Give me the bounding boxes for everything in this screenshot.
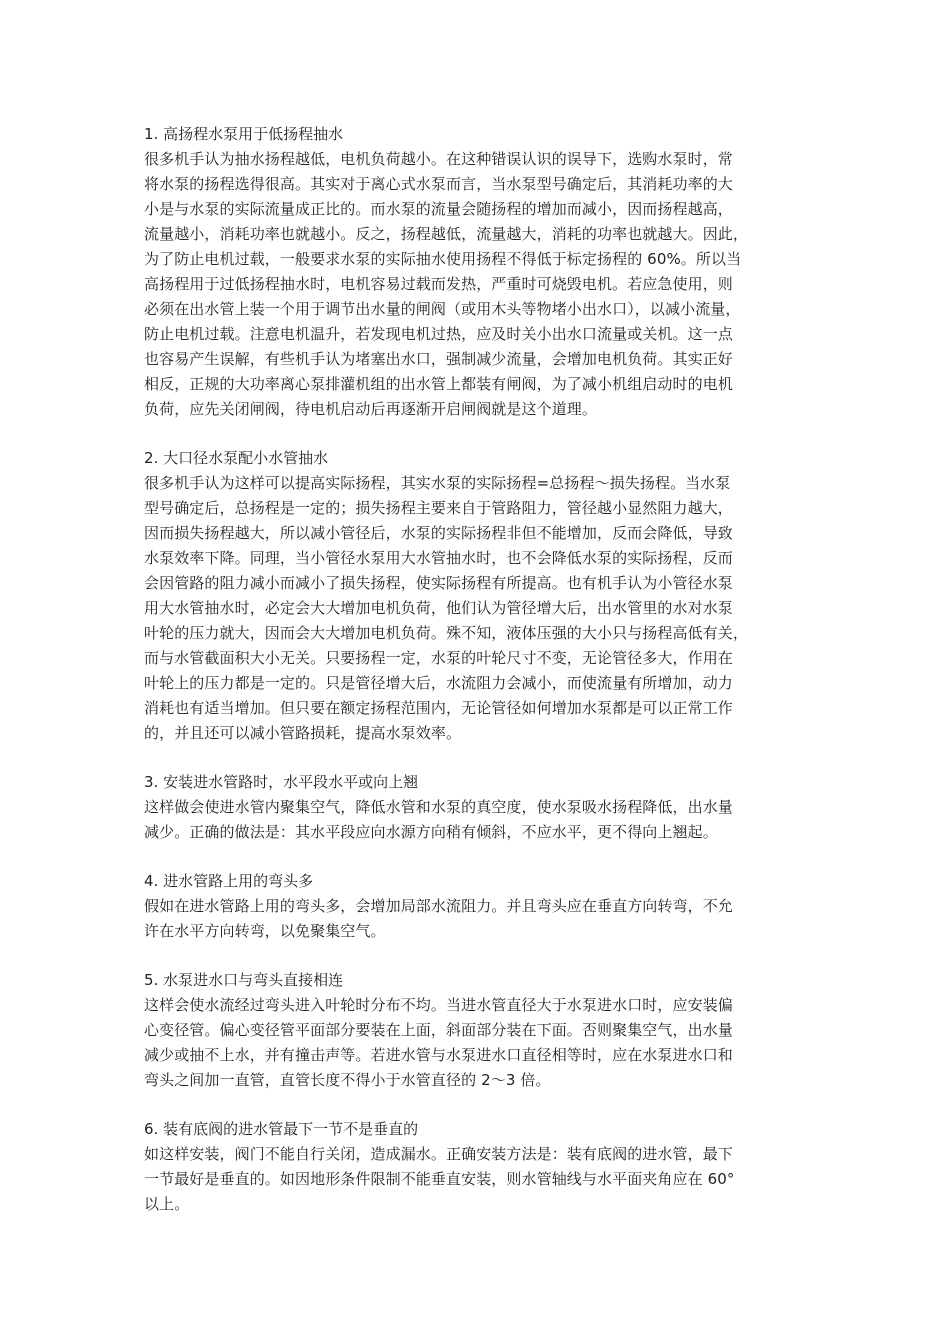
paragraph-line: 以上。 — [144, 1195, 190, 1213]
section-heading: 2. 大口径水泵配小水管抽水 — [144, 449, 329, 467]
paragraph-line: 高扬程用于过低扬程抽水时，电机容易过载而发热，严重时可烧毁电机。若应急使用，则 — [144, 275, 733, 293]
paragraph-line: 为了防止电机过载，一般要求水泵的实际抽水使用扬程不得低于标定扬程的 60%。所以当 — [144, 250, 742, 268]
section-2 — [144, 446, 812, 746]
section-4 — [144, 869, 812, 944]
paragraph-line: 这样会使水流经过弯头进入叶轮时分布不均。当进水管直径大于水泵进水口时，应安装偏 — [144, 996, 733, 1014]
section-heading: 4. 进水管路上用的弯头多 — [144, 872, 314, 890]
paragraph-line: 弯头之间加一直管，直管长度不得小于水管直径的 2～3 倍。 — [144, 1071, 551, 1089]
paragraph-line: 防止电机过载。注意电机温升，若发现电机过热，应及时关小出水口流量或关机。这一点 — [144, 325, 733, 343]
paragraph-line: 而与水管截面积大小无关。只要扬程一定，水泵的叶轮尺寸不变，无论管径多大，作用在 — [144, 649, 733, 667]
paragraph-line: 相反，正规的大功率离心泵排灌机组的出水管上都装有闸阀，为了减小机组启动时的电机 — [144, 375, 733, 393]
paragraph-line: 假如在进水管路上用的弯头多，会增加局部水流阻力。并且弯头应在垂直方向转弯，不允 — [144, 897, 733, 915]
section-heading: 5. 水泵进水口与弯头直接相连 — [144, 971, 344, 989]
section-5 — [144, 968, 812, 1093]
section-6 — [144, 1117, 812, 1217]
section-heading: 1. 高扬程水泵用于低扬程抽水 — [144, 125, 344, 143]
paragraph-line: 这样做会使进水管内聚集空气，降低水管和水泵的真空度，使水泵吸水扬程降低，出水量 — [144, 798, 733, 816]
paragraph-line: 型号确定后，总扬程是一定的；损失扬程主要来自于管路阻力，管径越小显然阻力越大， — [144, 499, 733, 517]
document-page — [144, 122, 812, 1241]
section-3 — [144, 770, 812, 845]
paragraph-line: 的，并且还可以减小管路损耗，提高水泵效率。 — [144, 724, 462, 742]
paragraph-line: 很多机手认为抽水扬程越低，电机负荷越小。在这种错误认识的误导下，选购水泵时，常 — [144, 150, 733, 168]
paragraph-line: 一节最好是垂直的。如因地形条件限制不能垂直安装，则水管轴线与水平面夹角应在 60° — [144, 1170, 735, 1188]
paragraph-line: 许在水平方向转弯，以免聚集空气。 — [144, 922, 386, 940]
paragraph-line: 叶轮的压力就大，因而会大大增加电机负荷。殊不知，液体压强的大小只与扬程高低有关， — [144, 624, 749, 642]
section-heading: 6. 装有底阀的进水管最下一节不是垂直的 — [144, 1120, 419, 1138]
paragraph-line: 消耗也有适当增加。但只要在额定扬程范围内，无论管径如何增加水泵都是可以正常工作 — [144, 699, 733, 717]
paragraph-line: 减少或抽不上水，并有撞击声等。若进水管与水泵进水口直径相等时，应在水泵进水口和 — [144, 1046, 733, 1064]
paragraph-line: 如这样安装，阀门不能自行关闭，造成漏水。正确安装方法是：装有底阀的进水管，最下 — [144, 1145, 733, 1163]
paragraph-line: 心变径管。偏心变径管平面部分要装在上面，斜面部分装在下面。否则聚集空气，出水量 — [144, 1021, 733, 1039]
paragraph-line: 因而损失扬程越大，所以减小管径后，水泵的实际扬程非但不能增加，反而会降低，导致 — [144, 524, 733, 542]
paragraph-line: 也容易产生误解，有些机手认为堵塞出水口，强制减少流量，会增加电机负荷。其实正好 — [144, 350, 733, 368]
paragraph-line: 负荷，应先关闭闸阀，待电机启动后再逐渐开启闸阀就是这个道理。 — [144, 400, 598, 418]
paragraph-line: 小是与水泵的实际流量成正比的。而水泵的流量会随扬程的增加而减小，因而扬程越高， — [144, 200, 733, 218]
paragraph-line: 很多机手认为这样可以提高实际扬程，其实水泵的实际扬程=总扬程～损失扬程。当水泵 — [144, 474, 731, 492]
paragraph-line: 叶轮上的压力都是一定的。只是管径增大后，水流阻力会减小，而使流量有所增加，动力 — [144, 674, 733, 692]
paragraph-line: 水泵效率下降。同理，当小管径水泵用大水管抽水时，也不会降低水泵的实际扬程，反而 — [144, 549, 733, 567]
section-heading: 3. 安装进水管路时，水平段水平或向上翘 — [144, 773, 419, 791]
paragraph-line: 将水泵的扬程选得很高。其实对于离心式水泵而言，当水泵型号确定后，其消耗功率的大 — [144, 175, 733, 193]
paragraph-line: 会因管路的阻力减小而减小了损失扬程，使实际扬程有所提高。也有机手认为小管径水泵 — [144, 574, 733, 592]
paragraph-line: 流量越小，消耗功率也就越小。反之，扬程越低，流量越大，消耗的功率也就越大。因此， — [144, 225, 749, 243]
paragraph-line: 减少。正确的做法是：其水平段应向水源方向稍有倾斜，不应水平，更不得向上翘起。 — [144, 823, 718, 841]
paragraph-line: 用大水管抽水时，必定会大大增加电机负荷，他们认为管径增大后，出水管里的水对水泵 — [144, 599, 733, 617]
section-1 — [144, 122, 812, 422]
paragraph-line: 必须在出水管上装一个用于调节出水量的闸阀（或用木头等物堵小出水口），以减小流量， — [144, 300, 741, 318]
